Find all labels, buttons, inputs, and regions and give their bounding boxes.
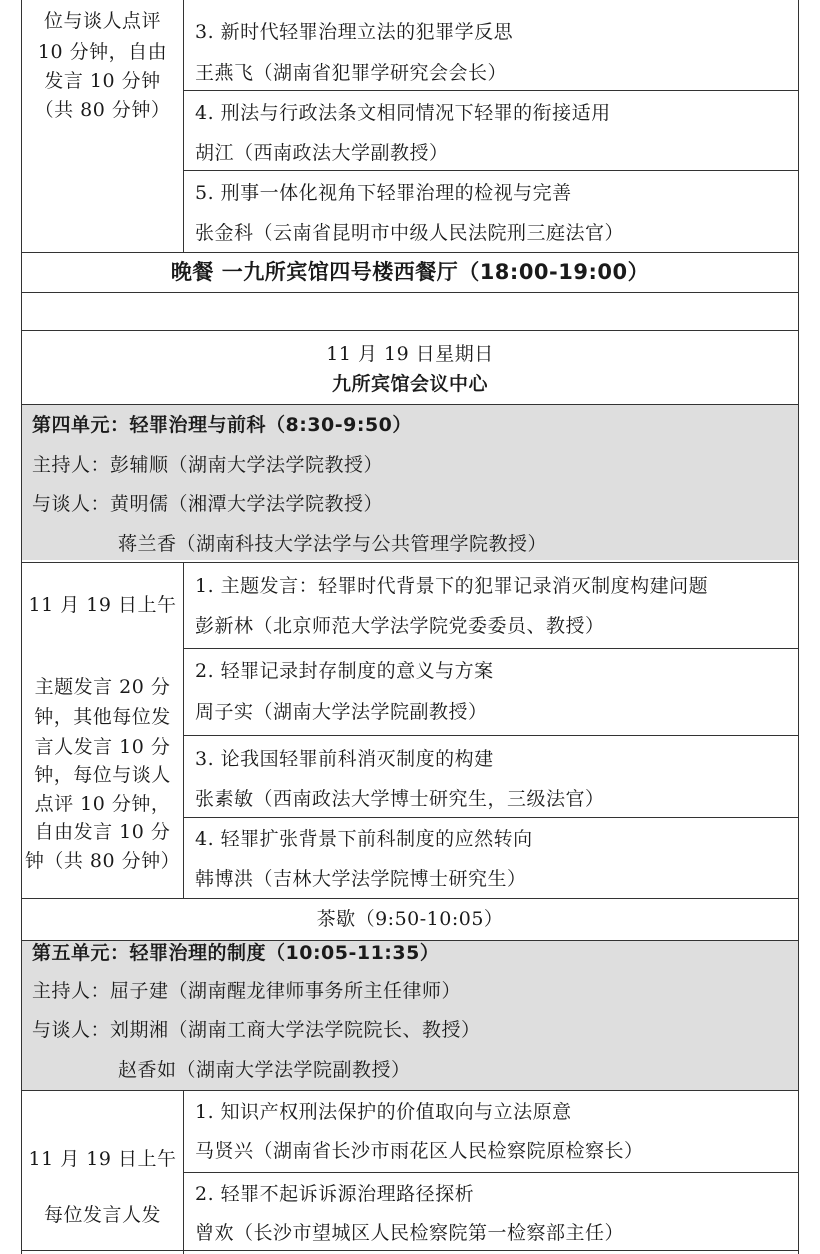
- table-border-left: [21, 0, 22, 1254]
- talk-title: 4. 刑法与行政法条文相同情况下轻罪的衔接适用: [195, 102, 611, 124]
- row-divider: [183, 1172, 799, 1173]
- unit4-discussant-2: 蒋兰香（湖南科技大学法学与公共管理学院教授）: [118, 533, 548, 555]
- talk-speaker: 马贤兴（湖南省长沙市雨花区人民检察院原检察长）: [195, 1140, 644, 1162]
- row-divider: [183, 817, 799, 818]
- talk-speaker: 彭新林（北京师范大学法学院党委委员、教授）: [195, 615, 605, 637]
- talk-speaker: 张金科（云南省昆明市中级人民法院刑三庭法官）: [195, 222, 625, 244]
- unit4-host: 主持人：彭辅顺（湖南大学法学院教授）: [32, 454, 384, 476]
- session-note-line: 位与谈人点评: [43, 10, 161, 32]
- row-divider: [21, 1090, 799, 1091]
- session-note-line: 每位发言人发: [43, 1204, 161, 1226]
- talk-title: 2. 轻罪记录封存制度的意义与方案: [195, 660, 494, 682]
- talk-speaker: 王燕飞（湖南省犯罪学研究会会长）: [195, 62, 508, 84]
- row-divider: [21, 330, 799, 331]
- talk-speaker: 韩博洪（吉林大学法学院博士研究生）: [195, 868, 527, 890]
- row-divider: [183, 90, 799, 91]
- row-divider: [183, 170, 799, 171]
- talk-title: 5. 刑事一体化视角下轻罪治理的检视与完善: [195, 182, 572, 204]
- tea-break-row: 茶歇（9:50-10:05）: [316, 908, 504, 930]
- unit5-title: 第五单元：轻罪治理的制度（10:05-11:35）: [32, 942, 440, 964]
- session-note-line: 自由发言 10 分: [34, 821, 171, 843]
- session-label: 11 月 19 日上午: [28, 1148, 177, 1170]
- unit4-discussant: 与谈人：黄明儒（湘潭大学法学院教授）: [32, 493, 384, 515]
- table-border-bottom: [21, 1250, 799, 1251]
- talk-speaker: 胡江（西南政法大学副教授）: [195, 142, 449, 164]
- table-border-right: [798, 0, 799, 1254]
- unit5-discussant: 与谈人：刘期湘（湖南工商大学法学院院长、教授）: [32, 1019, 481, 1041]
- session-note-line: 钟（共 80 分钟）: [24, 850, 181, 872]
- talk-title: 4. 轻罪扩张背景下前科制度的应然转向: [195, 828, 533, 850]
- session-note-line: 言人发言 10 分: [34, 736, 171, 758]
- day-date: 11 月 19 日星期日: [326, 343, 494, 365]
- session-note-line: 10 分钟，自由: [37, 41, 168, 63]
- talk-speaker: 张素敏（西南政法大学博士研究生，三级法官）: [195, 788, 605, 810]
- unit5-host: 主持人：屈子建（湖南醒龙律师事务所主任律师）: [32, 980, 462, 1002]
- unit4-title: 第四单元：轻罪治理与前科（8:30-9:50）: [32, 414, 412, 436]
- session-label: 11 月 19 日上午: [28, 594, 177, 616]
- row-divider: [21, 404, 799, 405]
- talk-title: 1. 知识产权刑法保护的价值取向与立法原意: [195, 1101, 572, 1123]
- session-note-line: 主题发言 20 分: [34, 676, 171, 698]
- row-divider: [183, 648, 799, 649]
- unit5-discussant-2: 赵香如（湖南大学法学院副教授）: [118, 1059, 411, 1081]
- row-divider: [21, 292, 799, 293]
- dinner-row: 晚餐 一九所宾馆四号楼西餐厅（18:00-19:00）: [170, 260, 650, 284]
- session-note-line: 发言 10 分钟: [44, 70, 161, 92]
- column-divider: [183, 562, 184, 898]
- talk-title: 2. 轻罪不起诉诉源治理路径探析: [195, 1183, 475, 1205]
- talk-speaker: 曾欢（长沙市望城区人民检察院第一检察部主任）: [195, 1222, 625, 1244]
- day-venue: 九所宾馆会议中心: [331, 373, 488, 395]
- row-divider: [21, 562, 799, 563]
- session-note-line: （共 80 分钟）: [34, 99, 171, 121]
- session-note-line: 钟，每位与谈人: [34, 764, 171, 786]
- row-divider: [21, 252, 799, 253]
- talk-title: 3. 论我国轻罪前科消灭制度的构建: [195, 748, 494, 770]
- talk-speaker: 周子实（湖南大学法学院副教授）: [195, 701, 488, 723]
- row-divider: [21, 898, 799, 899]
- talk-title: 3. 新时代轻罪治理立法的犯罪学反思: [195, 21, 514, 43]
- column-divider: [183, 0, 184, 252]
- session-note-line: 钟，其他每位发: [34, 706, 171, 728]
- session-note-line: 点评 10 分钟，: [34, 793, 171, 815]
- row-divider: [183, 735, 799, 736]
- talk-title: 1. 主题发言：轻罪时代背景下的犯罪记录消灭制度构建问题: [195, 575, 709, 597]
